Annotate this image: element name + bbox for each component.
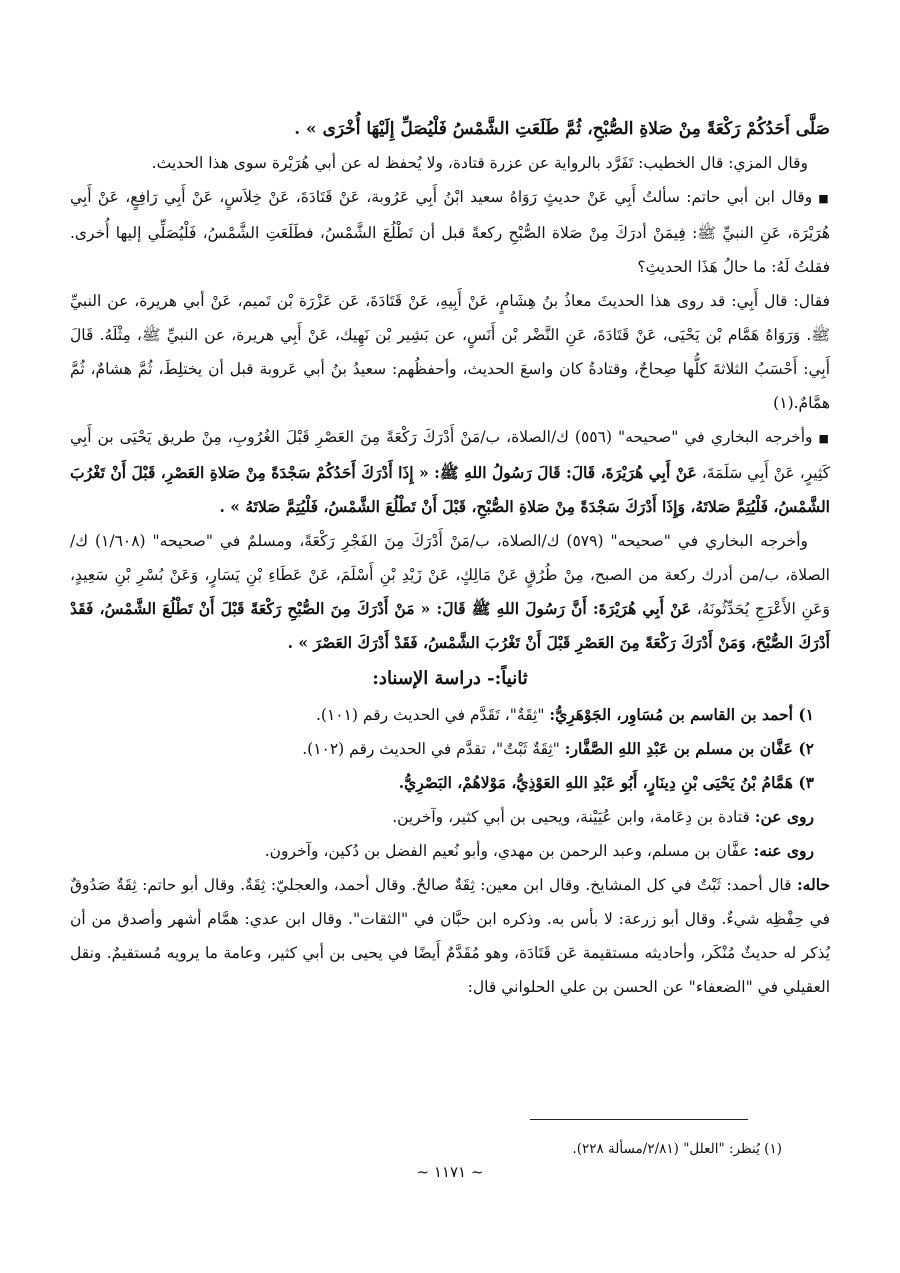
hadith-text: عَنْ أَبِي هُرَيْرَةَ، قَالَ: قَالَ رَسُولُ اللهِ ﷺ: « إِذَا أَدْرَكَ أَحَدُكُمْ سَجْدَةً مِنْ صَلاةِ العَصْرِ، قَبْلَ أَنْ تَغْرُبَ الشَّمْسُ، فَلْيُتِمَّ صَلاتَهُ، وَإِذَا أَدْرَكَ سَجْدَةً مِنْ صَلاةِ الصُّبْحِ، قَبْلَ أَنْ تَطْلُعَ الشَّمْسُ، فَلْيُتِمَّ صَلاتَهُ » . bbox=[70, 463, 830, 516]
field-label: روى عن: bbox=[754, 807, 814, 826]
paragraph-bukhari-579 bbox=[70, 524, 830, 660]
paragraph-text: وقال ابن أبي حاتم: سألتُ أَبِي عَنْ حديثٍ رَوَاهُ سعيد ابْنُ أَبِي عَرُوبة، عَنْ قَتَادَةَ، عَنْ خِلاَسٍ، عَنْ أَبِي رَافِعٍ، عَنْ أَبِي هُرَيْرَة، عَنِ النبيِّ ﷺ: فِيمَنْ أدرَكَ مِنْ صَلاة الصُّبْحِ ركعةً قبل أن تَطْلُعَ الشَّمْسُ، فطَلَعَتِ الشَّمْسُ، فَلْيُصَلِّي إليها أُخرى. فقلتُ لَهُ: ما حالُ هَذَا الحديثِ؟ bbox=[70, 188, 830, 276]
hadith-text: صَلَّى أَحَدُكُمْ رَكْعَةً مِنْ صَلاةِ الصُّبْحِ، ثُمَّ طَلَعَتِ الشَّمْسُ فَلْيُصَلِّ إِلَيْهَا أُخْرَى » . bbox=[294, 119, 830, 139]
haluh bbox=[70, 868, 830, 1004]
bullet-icon: ■ bbox=[818, 432, 830, 445]
paragraph-ibn-abi-hatim bbox=[70, 180, 830, 284]
narrator-name: ٣) هَمَّامُ بْنُ يَحْيَى بْنِ دِينَارٍ، أَبُو عَبْدِ اللهِ العَوْذِيُّ، مَوْلاهُمْ، البَصْرِيُّ. bbox=[398, 773, 814, 792]
field-label: روى عنه: bbox=[753, 841, 814, 860]
paragraph-bukhari-556 bbox=[70, 420, 830, 524]
footnote-separator bbox=[530, 1119, 748, 1120]
bullet-icon: ■ bbox=[818, 192, 830, 205]
paragraph-text: وأخرجه البخاري في "صحيحه" (٥٥٦) ك/الصلاة، ب/مَنْ أَدْرَكَ رَكْعَةً مِنَ العَصْرِ قَبْلَ الغُرُوبِ، مِنْ طريق يَحْيَى بن أَبِي كَثِيرٍ، عَنْ أَبِي سَلَمَةَ، bbox=[70, 428, 831, 482]
field-label: حاله: bbox=[796, 875, 830, 894]
paragraph-abu-hatim-answer bbox=[70, 284, 830, 420]
section-heading: ثانياً:- دراسة الإسناد: bbox=[372, 668, 528, 689]
narrator-1 bbox=[70, 698, 830, 732]
narrator-name: ١) أحمد بن القاسم بن مُسَاوِر، الجَوْهَرِيُّ: bbox=[549, 705, 814, 724]
field-value: قتادة بن دِعَامة، وابن عُيَيْنة، ويحيى بن أبي كثير، وآخرين. bbox=[392, 808, 755, 826]
page-number: ~ ١١٧١ ~ bbox=[416, 1163, 484, 1181]
footnote: (١) يُنظر: "العلل" (٢/٨١/مسألة ٢٢٨). bbox=[572, 1141, 782, 1157]
rawa-an bbox=[70, 800, 830, 834]
narrator-3 bbox=[70, 766, 830, 800]
paragraph-text: وقال المزي: قال الخطيب: تَفَرَّد بالرواية عن عزرة قتادة، ولا يُحفظ له عن أبي هُرَيْرة سوى هذا الحديث. bbox=[151, 154, 808, 172]
narrator-grade: "ثِقَةٌ"، تَقَدَّم في الحديث رقم (١٠١). bbox=[315, 706, 550, 724]
paragraph-mizzi bbox=[70, 146, 830, 180]
paragraph-text: وأخرجه البخاري في "صحيحه" (٥٧٩) ك/الصلاة، ب/مَنْ أَدْرَكَ مِنَ الفَجْرِ رَكْعَةً، ومسلمٌ في "صحيحه" (١/٦٠٨) ك/الصلاة، ب/من أدرك ركعة من الصبح، مِنْ طُرُقٍ عَنْ مَالِكٍ، عَنْ زَيْدِ بْنِ أَسْلَمَ، عَنْ عَطَاءِ بْنِ يَسَارٍ، وَعَنْ بُسْرِ بْنِ سَعِيدٍ، وَعَنِ الأَعْرَجِ يُحَدِّثُونَهُ، bbox=[70, 532, 831, 618]
page-body bbox=[70, 112, 830, 1004]
field-value: عفَّان بن مسلم، وعبد الرحمن بن مهدي، وأبو نُعيم الفضل بن دُكين، وآخرون. bbox=[264, 842, 754, 860]
narrator-name: ٢) عَفَّان بن مسلم بن عَبْدِ اللهِ الصَّفَّار: bbox=[564, 739, 814, 758]
narrator-2 bbox=[70, 732, 830, 766]
field-value: قال أحمد: ثَبْتٌ في كل المشايخ. وقال ابن معين: ثِقَةٌ صالحٌ. وقال أحمد، والعجليّ: ثِقَةٌ. وقال أبو حاتم: ثِقَةٌ صَدُوقٌ في حِفْظِه شيءٌ. وقال أبو زرعة: لا بأس به. وذكره ابن حبَّان في "الثقات". وقال ابن عدي: همَّام أشهر وأصدق من أن يُذكر له حديثٌ مُنْكَر، وأحاديثه مستقيمة عَن قَتَادَة، وهو مُقَدَّمٌ أَيضًا في يحيى بن أبي كثير، وعامة ما يرويه مُستقيمٌ. ونقل العقيلي في "الضعفاء" عن الحسن بن علي الحلواني قال: bbox=[70, 876, 830, 996]
narrator-grade: "ثِقَةٌ ثَبْتٌ"، تقدَّم في الحديث رقم (١٠٢). bbox=[302, 740, 565, 758]
paragraph-hadith-end bbox=[70, 112, 830, 146]
rawa-anhu bbox=[70, 834, 830, 868]
hadith-text: عَنْ أَبِي هُرَيْرَةَ: أَنَّ رَسُولَ اللهِ ﷺ قَالَ: « مَنْ أَدْرَكَ مِنَ الصُّبْحِ رَكْعَةً قَبْلَ أَنْ تَطْلُعَ الشَّمْسُ، فَقَدْ أَدْرَكَ الصُّبْحَ، وَمَنْ أَدْرَكَ رَكْعَةً مِنَ العَصْرِ قَبْلَ أَنْ تَغْرُبَ الشَّمْسُ، فَقَدْ أَدْرَكَ العَصْرَ » . bbox=[70, 599, 830, 652]
paragraph-text: فقال: قال أَبِي: قد روى هذا الحديثَ معاذُ بنُ هِشَامٍ، عَنْ أَبِيهِ، عَنْ قَتَادَةَ، عَن عَزْرَة بْن تَميم، عَنْ أبي هريرة، عن النبيِّ ﷺ. وَرَوَاهُ هَمَّام بْن يَحْيَى، عَنْ قَتَادَةَ، عَنِ النَّضْر بْن أَنَسٍ، عن بَشِير بْن نَهِيك، عَنْ أَبِي هريرة، عن النبيِّ ﷺ، مِثْلَهُ. قَالَ أَبِي: أَحْسَبُ الثلاثةَ كلُّها صِحاحٌ، وقتادةُ كان واسعَ الحديث، وأحفظُهم: سعيدُ بنُ أبي عَروبة قبل أن يختلِطَ، ثُمَّ هشامٌ، ثُمَّ همَّامٌ.(١) bbox=[70, 292, 830, 412]
